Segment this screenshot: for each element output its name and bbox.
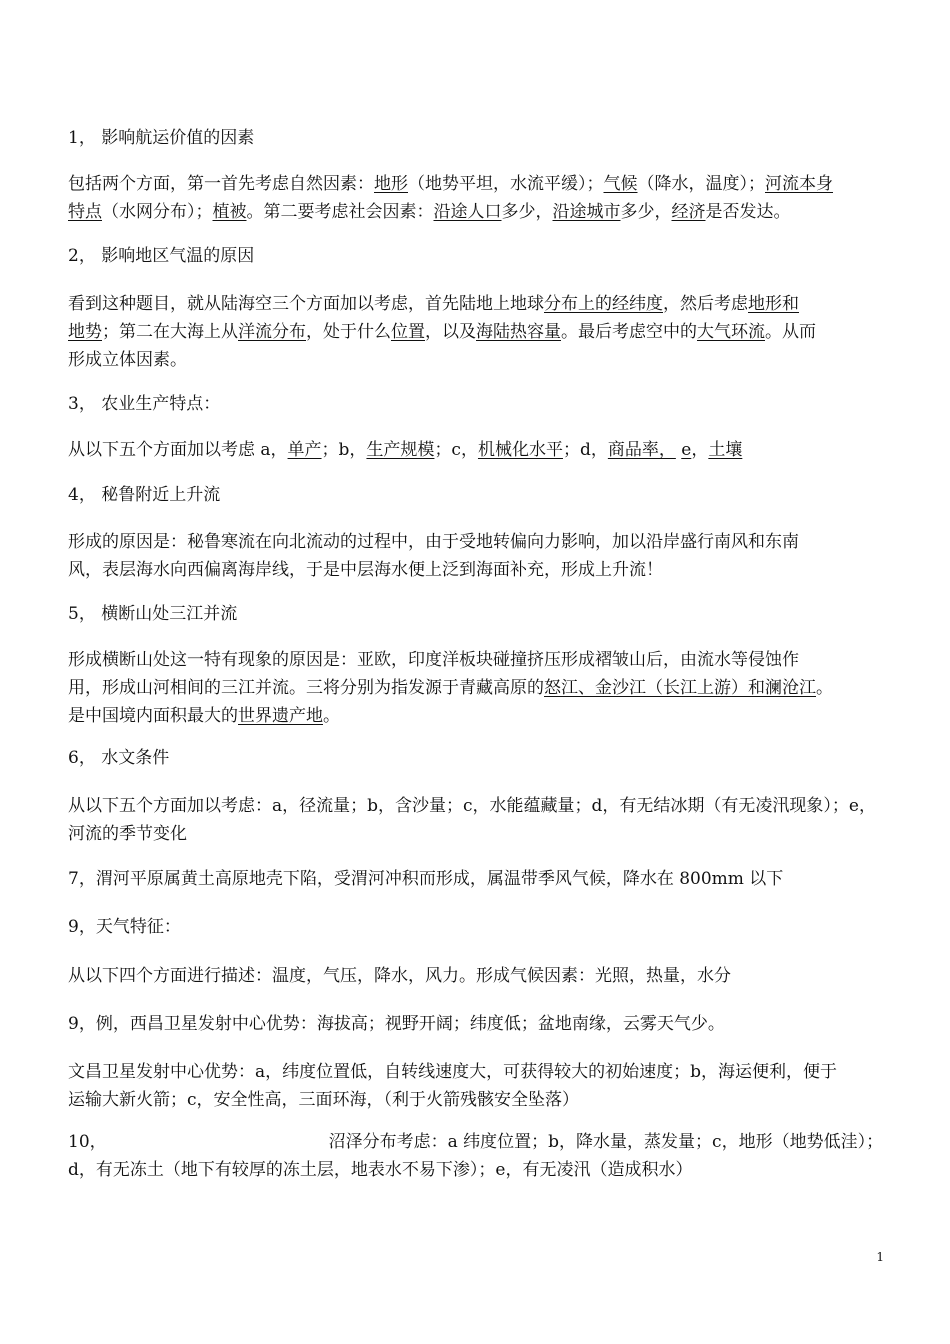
underlined-term: 地形 — [374, 174, 408, 194]
text-segment: 文昌卫星发射中心优势：a，纬度位置低，自转线速度大，可获得较大的初始速度；b，海运便利，便于 — [68, 1062, 838, 1082]
item-heading: 6， 水文条件 — [68, 748, 170, 768]
paragraph-line — [68, 528, 884, 556]
underlined-term: 商品率， — [607, 440, 676, 460]
text-segment: 多少， — [620, 202, 672, 222]
text-segment: 河流的季节变化 — [68, 824, 187, 844]
underlined-term: 单产 — [287, 440, 322, 460]
underlined-term: 植被 — [212, 202, 247, 222]
text-segment: 形成立体因素。 — [68, 350, 187, 370]
underlined-term: 沿途人口 — [433, 202, 502, 222]
text-segment: 从以下五个方面加以考虑：a，径流量；b，含沙量；c，水能蕴藏量；d，有无结冰期（有无凌汛现象）；e， — [68, 796, 876, 816]
underlined-term: 分布上的经纬度 — [544, 294, 663, 314]
text-segment: ；c， — [434, 440, 478, 460]
text-segment: 。从而 — [765, 322, 816, 342]
text-segment: 多少， — [501, 202, 553, 222]
text-segment: （降水，温度）； — [637, 174, 765, 194]
underlined-term: 气候 — [603, 174, 638, 194]
paragraph-line — [68, 346, 884, 374]
text-segment: 是否发达。 — [705, 202, 791, 222]
paragraph-line — [68, 674, 884, 702]
text-segment: 。 — [816, 678, 833, 698]
text-segment: ；d， — [562, 440, 608, 460]
paragraph-line — [68, 1086, 884, 1114]
text-segment: ；第二在大海上从 — [102, 322, 238, 342]
paragraph-line — [68, 290, 884, 318]
underlined-term: 地势 — [68, 322, 102, 342]
underlined-term: 海陆热容量 — [476, 322, 561, 342]
paragraph-line — [68, 820, 884, 848]
text-segment: 10， — [68, 1132, 107, 1152]
underlined-term: 特点 — [68, 202, 102, 222]
text-segment: ，然后考虑 — [663, 294, 748, 314]
text-segment: 7，渭河平原属黄土高原地壳下陷，受渭河冲积而形成，属温带季风气候，降水在 800mm 以下 — [68, 869, 784, 889]
text-segment: 从以下五个方面加以考虑 a， — [68, 440, 288, 460]
underlined-term: e — [681, 440, 692, 460]
text-segment: 形成的原因是：秘鲁寒流在向北流动的过程中，由于受地转偏向力影响，加以沿岸盛行南风和东南 — [68, 532, 799, 552]
text-segment: 看到这种题目，就从陆海空三个方面加以考虑，首先陆地上地球 — [68, 294, 544, 314]
item-heading: 9，天气特征： — [68, 917, 181, 937]
paragraph-line — [68, 198, 884, 226]
underlined-term: 生产规模 — [366, 440, 435, 460]
text-segment: 。 — [323, 706, 340, 726]
item-heading: 5， 横断山处三江并流 — [68, 604, 238, 624]
text-segment: （水网分布）； — [102, 202, 213, 222]
text-segment: ， — [691, 440, 709, 460]
paragraph-line — [68, 962, 884, 990]
text-segment: 包括两个方面，第一首先考虑自然因素： — [68, 174, 374, 194]
paragraph-line — [68, 436, 884, 464]
paragraph-line — [68, 1058, 884, 1086]
item-heading: 2， 影响地区气温的原因 — [68, 246, 255, 266]
underlined-term: 大气环流 — [697, 322, 765, 342]
underlined-term: 土壤 — [708, 440, 743, 460]
text-segment: 。第二要考虑社会因素： — [246, 202, 434, 222]
paragraph-line — [68, 556, 884, 584]
paragraph-line — [68, 702, 884, 730]
underlined-term: 怒江、金沙江（长江上游）和澜沧江 — [544, 678, 816, 698]
underlined-term: 经济 — [671, 202, 706, 222]
text-segment: 从以下四个方面进行描述：温度，气压，降水，风力。形成气候因素：光照，热量，水分 — [68, 966, 731, 986]
item-heading: 4， 秘鲁附近上升流 — [68, 485, 221, 505]
underlined-term: 沿途城市 — [552, 202, 621, 222]
text-segment: 沼泽分布考虑：a 纬度位置；b，降水量，蒸发量；c，地形（地势低洼）； — [328, 1132, 884, 1152]
text-segment: 用，形成山河相间的三江并流。三将分别为指发源于青藏高原的 — [68, 678, 544, 698]
text-segment: 9，例，西昌卫星发射中心优势：海拔高；视野开阔；纬度低；盆地南缘，云雾天气少。 — [68, 1014, 725, 1034]
item-heading: 1， 影响航运价值的因素 — [68, 128, 255, 148]
text-segment: （地势平坦，水流平缓）； — [408, 174, 604, 194]
underlined-term: 机械化水平 — [477, 440, 563, 460]
text-segment: 风，表层海水向西偏离海岸线，于是中层海水便上泛到海面补充，形成上升流！ — [68, 560, 663, 580]
item-heading: 3， 农业生产特点： — [68, 394, 221, 414]
paragraph-line — [68, 318, 884, 346]
text-segment: 是中国境内面积最大的 — [68, 706, 238, 726]
paragraph-line — [68, 646, 884, 674]
paragraph-line — [68, 865, 884, 893]
underlined-term: 洋流分布 — [238, 322, 306, 342]
paragraph-line — [68, 792, 884, 820]
underlined-term: 世界遗产地 — [238, 706, 323, 726]
text-segment: ；b， — [321, 440, 367, 460]
text-segment: ，以及 — [425, 322, 476, 342]
paragraph-line — [68, 1156, 884, 1184]
underlined-term: 位置 — [391, 322, 425, 342]
page-number: 1 — [876, 1250, 884, 1264]
underlined-term: 河流本身 — [765, 174, 833, 194]
text-segment: 运输大新火箭；c，安全性高，三面环海，（利于火箭残骸安全坠落） — [68, 1090, 580, 1110]
paragraph-line — [68, 170, 884, 198]
text-segment: 。最后考虑空中的 — [561, 322, 697, 342]
text-segment: 形成横断山处这一特有现象的原因是：亚欧，印度洋板块碰撞挤压形成褶皱山后，由流水等侵蚀作 — [68, 650, 799, 670]
paragraph-line — [68, 1010, 884, 1038]
text-segment: ，处于什么 — [306, 322, 391, 342]
paragraph-line — [68, 1128, 884, 1156]
underlined-term: 地形和 — [748, 294, 799, 314]
text-segment: d，有无冻土（地下有较厚的冻土层，地表水不易下渗）；e，有无凌汛（造成积水） — [68, 1160, 693, 1180]
